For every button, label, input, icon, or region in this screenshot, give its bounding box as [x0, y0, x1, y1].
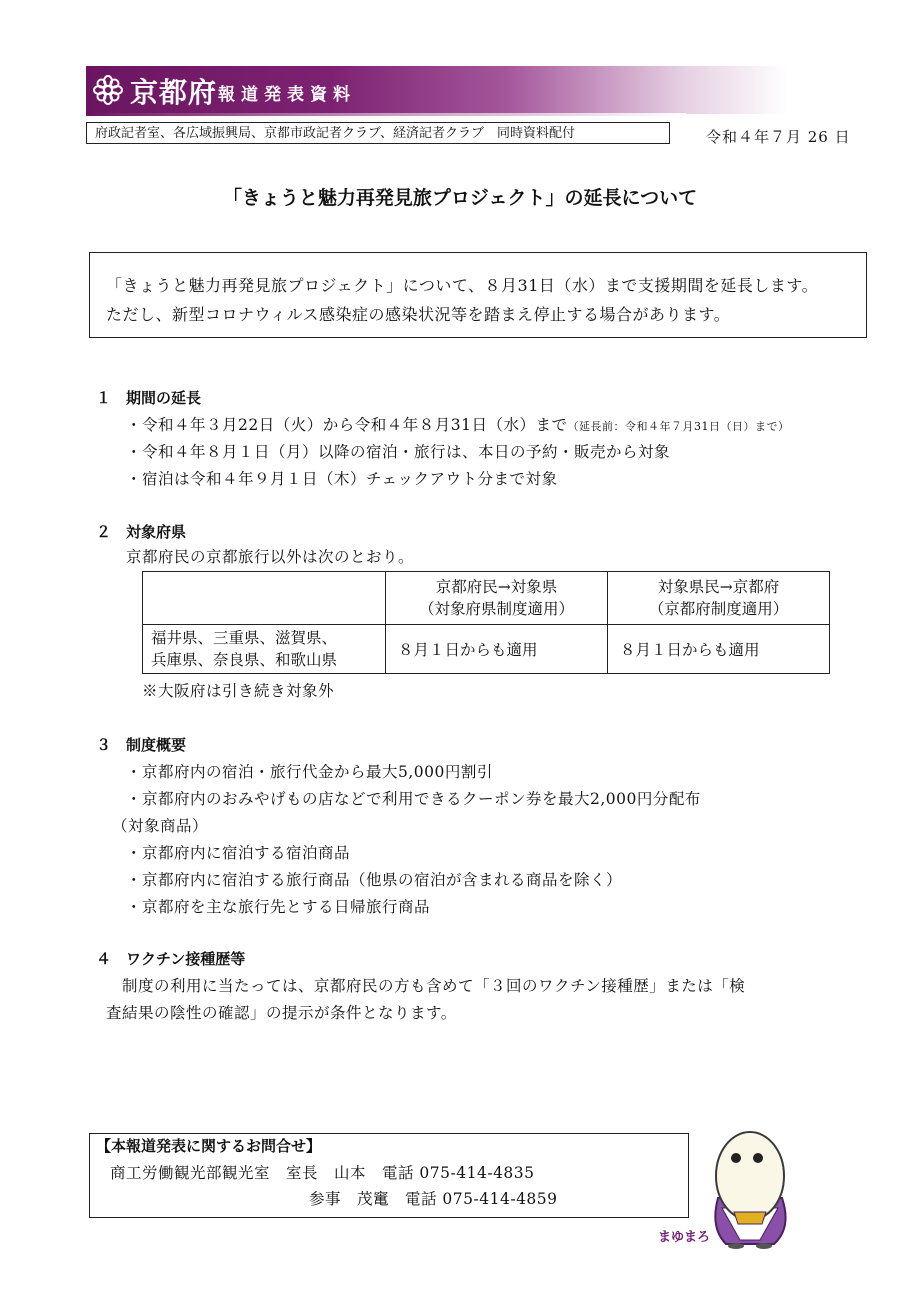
- section-3-heading: 制度概要: [126, 736, 187, 754]
- mascot-illustration-icon: [700, 1128, 800, 1250]
- section-4-line-1: 制度の利用に当たっては、京都府民の方も含めて「３回のワクチン接種歴」または「検: [106, 977, 746, 995]
- page-title: 「きょうと魅力再発見旅プロジェクト」の延長について: [222, 187, 698, 209]
- contact-line-2: 参事 茂竃 電話 075-414-4859: [309, 1190, 558, 1208]
- section-1-line-2: ・令和４年８月１日（月）以降の宿泊・旅行は、本日の予約・販売から対象: [126, 443, 671, 461]
- table-header-col1: [386, 572, 608, 625]
- section-3-product-1: ・京都府内に宿泊する宿泊商品: [126, 844, 351, 862]
- table-row-label-line2: 兵庫県、奈良県、和歌山県: [151, 651, 338, 669]
- table-row: [143, 625, 830, 674]
- summary-line-1: 「きょうと魅力再発見旅プロジェクト」について、８月31日（水）まで支援期間を延長します。: [106, 276, 819, 295]
- table-cell-col1: ８月１日からも適用: [386, 625, 608, 674]
- table-row-label-line1: 福井県、三重県、滋賀県、: [151, 629, 338, 647]
- section-3-line-1: ・京都府内の宿泊・旅行代金から最大5,000円割引: [126, 763, 493, 781]
- section-3-line-2: ・京都府内のおみやげもの店などで利用できるクーポン券を最大2,000円分配布: [126, 790, 701, 808]
- banner-underline: [86, 113, 686, 116]
- contact-heading: 【本報道発表に関するお問合せ】: [96, 1137, 322, 1155]
- header-org-name: 京都府: [130, 76, 218, 109]
- region-table: [142, 571, 830, 674]
- section-4-heading: ワクチン接種歴等: [126, 950, 246, 968]
- section-2-number: ２: [96, 523, 112, 541]
- section-1-line-1: [126, 413, 789, 435]
- table-cell-col2: ８月１日からも適用: [608, 625, 830, 674]
- section-1-period: ・令和４年３月22日（火）から令和４年８月31日（水）まで: [126, 416, 568, 434]
- section-1-note: （延長前：令和４年７月31日（日）まで）: [567, 420, 790, 433]
- table-corner-cell: [143, 572, 386, 625]
- section-1-line-3: ・宿泊は令和４年９月１日（木）チェックアウト分まで対象: [126, 470, 558, 488]
- section-3-product-2: ・京都府内に宿泊する旅行商品（他県の宿泊が含まれる商品を除く）: [126, 871, 623, 889]
- section-1-number: １: [96, 389, 112, 407]
- section-1-heading: 期間の延長: [126, 389, 202, 407]
- section-3-product-3: ・京都府を主な旅行先とする日帰旅行商品: [126, 898, 431, 916]
- table-row-label: [143, 625, 386, 674]
- section-2-footnote: ※大阪府は引き続き対象外: [142, 682, 335, 700]
- section-4-number: ４: [96, 950, 112, 968]
- table-header-row: [143, 572, 830, 625]
- section-3-number: ３: [96, 736, 112, 754]
- mascot-name: まゆまろ: [658, 1230, 711, 1245]
- table-header-col2: [608, 572, 830, 625]
- kyoto-prefecture-logo-icon: [92, 74, 124, 106]
- section-4-line-2: 査結果の陰性の確認」の提示が条件となります。: [106, 1004, 457, 1022]
- table-header-col1-line1: 京都府民→対象県: [435, 578, 558, 596]
- release-date: 令和４年７月 26 日: [706, 128, 851, 146]
- table-header-col1-line2: （対象府県制度適用）: [418, 600, 574, 618]
- summary-line-2: ただし、新型コロナウィルス感染症の感染状況等を踏まえ停止する場合があります。: [106, 305, 731, 324]
- distribution-note: 府政記者室、各広域振興局、京都市政記者クラブ、経済記者クラブ 同時資料配付: [86, 122, 670, 144]
- section-3-sub-heading: （対象商品）: [112, 817, 209, 835]
- section-2-intro: 京都府民の京都旅行以外は次のとおり。: [126, 548, 415, 566]
- table-header-col2-line1: 対象県民→京都府: [657, 578, 780, 596]
- table-header-col2-line2: （京都府制度適用）: [648, 600, 789, 618]
- contact-line-1: 商工労働観光部観光室 室長 山本 電話 075-414-4835: [110, 1164, 535, 1182]
- section-2-heading: 対象府県: [126, 523, 187, 541]
- header-doc-type: 報道発表資料: [218, 85, 356, 105]
